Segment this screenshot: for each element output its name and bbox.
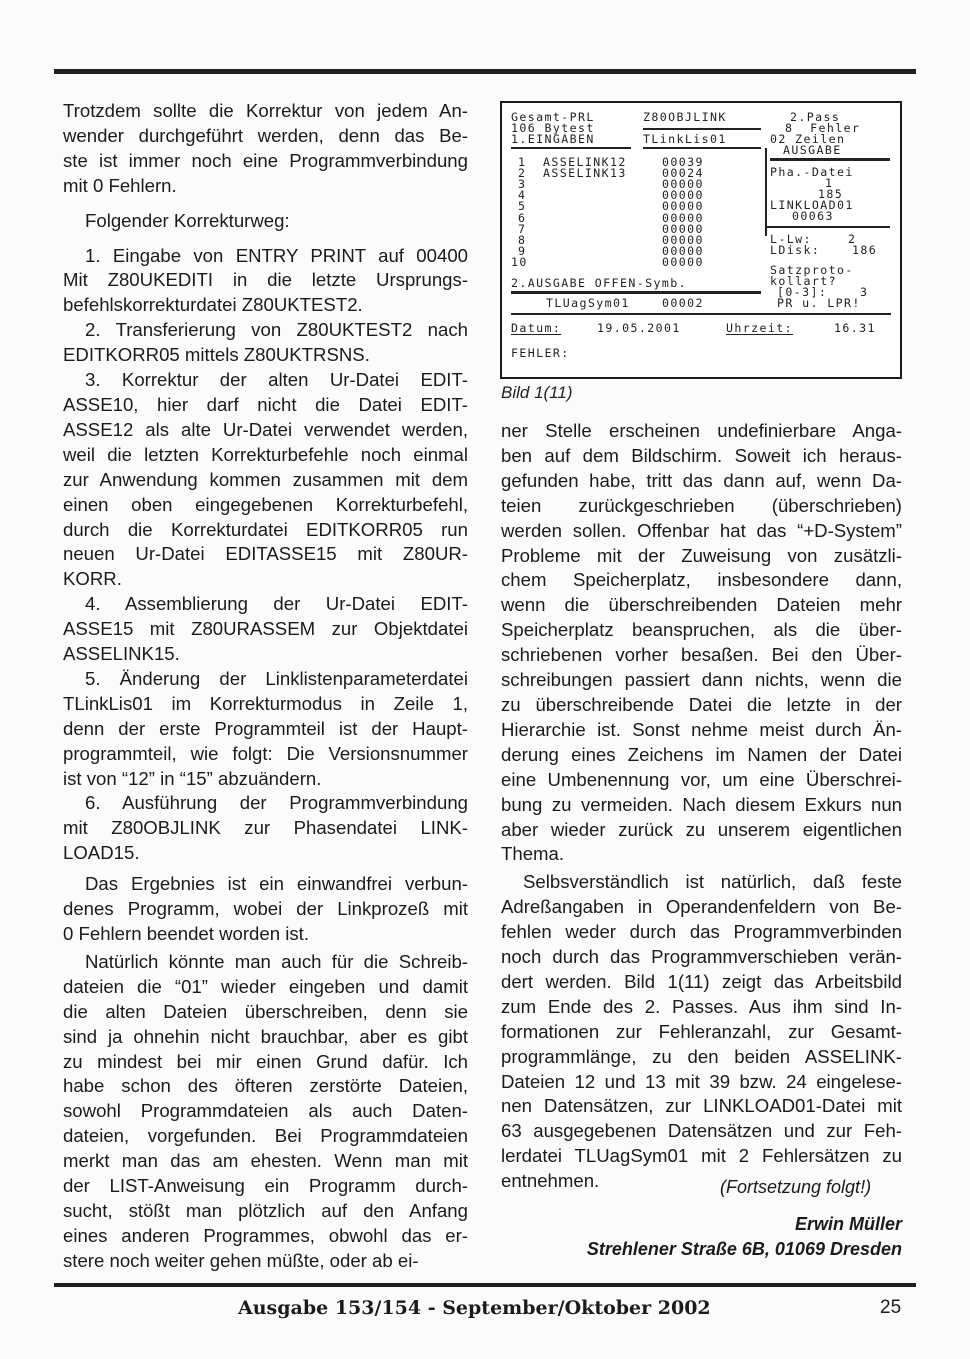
text-line: TLinkLis01 im Korrekturmodus in Zeile 1,	[63, 692, 468, 714]
text-line: entnehmen.	[501, 1170, 600, 1192]
text-line: sowohl Programmdateien als auch Daten-	[63, 1100, 468, 1122]
protocol-value: 3	[860, 285, 869, 299]
text-line: der LIST-Anweisung ein Programm durch-	[63, 1175, 468, 1197]
text-line: dateien, vorgefunden. Bei Programmdateien	[63, 1125, 468, 1147]
input-row-number: 7	[518, 221, 527, 236]
total-length-label: Gesamt-PRL	[511, 110, 595, 124]
l-lw-value: 2	[848, 232, 857, 246]
time-value: 16.31	[834, 321, 876, 335]
protocol-question-2: kollart?	[770, 274, 838, 288]
program-name: Z80OBJLINK	[643, 110, 727, 124]
text-line: nen Datensätzen, zur LINKLOAD01-Datei mit	[501, 1095, 902, 1117]
text-line: durch die Korrekturdatei EDITKORR05 run	[63, 518, 468, 540]
text-line: Natürlich könnte man auch für die Schreib-	[85, 950, 468, 972]
link-list-name: TLinkLis01	[643, 132, 727, 146]
text-line: sind ja ohnehin nicht brauchbar, aber es gibt	[63, 1025, 468, 1047]
phase-file-label: Pha.-Datei	[770, 165, 854, 179]
divider	[511, 291, 761, 294]
pass-label: 2.Pass	[790, 110, 841, 124]
figure-caption: Bild 1(11)	[501, 383, 573, 402]
input-row-number: 2	[518, 166, 527, 181]
text-line: Speicherplatz beanspruchen, als die über-	[501, 619, 902, 641]
text-line: eine Umbenennung vor, um eine Überschrei-	[501, 768, 902, 790]
text-line: aber wieder zurück zu unserem eigentlichen	[501, 818, 902, 840]
text-line: Probleme mit der Zuweisung von zusätzli-	[501, 544, 902, 566]
text-line: gefunden habe, tritt das dann auf, wenn Da-	[501, 469, 902, 491]
bytes-value: 106 Bytest	[511, 121, 595, 135]
text-line: weil die letzten Korrekturbefehle noch einmal	[63, 443, 468, 465]
author-address: Strehlener Straße 6B, 01069 Dresden	[586, 1239, 902, 1259]
text-line: 6. Ausführung der Programmverbindung	[85, 792, 468, 814]
lines-count: 02 Zeilen	[770, 132, 846, 146]
divider	[765, 148, 767, 236]
phase-file-count: 00063	[792, 209, 834, 223]
text-line: schreibungen passiert dann nichts, wenn die	[501, 669, 902, 691]
input-row-number: 4	[518, 188, 527, 203]
text-line: Selbsverständlich ist natürlich, daß feste	[523, 871, 902, 893]
divider	[511, 313, 891, 315]
text-line: befehlskorrekturdatei Z80UKTEST2.	[63, 294, 363, 316]
text-line: lerdatei TLUagSym01 mit 2 Fehlersätzen zu	[501, 1145, 902, 1167]
header-rule	[54, 69, 916, 74]
l-lw-label: L-Lw:	[770, 232, 812, 246]
text-line: 63 ausgegebenen Datensätzen und zur Feh-	[501, 1120, 902, 1142]
input-record-count: 00000	[662, 199, 704, 214]
input-row-number: 9	[518, 243, 527, 258]
text-line: zum Ende des 2. Passes. Aus ihm sind In-	[501, 995, 902, 1017]
input-record-count: 00000	[662, 188, 704, 203]
text-line: die alten Dateien überschreiben, denn sie	[63, 1000, 468, 1022]
text-line: Mit Z80UKEDITI in die letzte Ursprungs-	[63, 269, 468, 291]
text-line: LOAD15.	[63, 842, 140, 864]
text-line: programmteil, wie folgt: Die Versionsnummer	[63, 742, 468, 764]
text-line: zu mindest bei mir einen Grund dafür. Ich	[63, 1050, 468, 1072]
text-line: werden sollen. Offenbar hat das “+D-System”	[501, 519, 902, 541]
divider	[643, 128, 761, 130]
input-row-number: 3	[518, 177, 527, 192]
input-record-count: 00000	[662, 232, 704, 247]
text-line: EDITKORR05 mittels Z80UKTRSNS.	[63, 344, 370, 366]
text-line: sucht, stößt man plötzlich auf den Anfang	[63, 1199, 468, 1221]
output2-label: 2.AUSGABE OFFEN-Symb.	[511, 276, 687, 290]
text-line: derung eines Zeichens im Namen der Datei	[501, 743, 902, 765]
input-record-count: 00024	[662, 166, 704, 181]
text-line: zu überschreibende Datei die letzte in der	[501, 693, 902, 715]
date-value: 19.05.2001	[597, 321, 681, 335]
text-line: denn der erste Programmteil ist der Haupt-	[63, 717, 468, 739]
text-line: 2. Transferierung von Z80UKTEST2 nach	[85, 319, 468, 341]
input-row-number: 6	[518, 210, 527, 225]
continuation-note: (Fortsetzung folgt!)	[720, 1177, 872, 1197]
text-line: Das Ergebnies ist ein einwandfrei verbun-	[85, 873, 468, 895]
author-name: Erwin Müller	[794, 1214, 902, 1234]
protocol-question-1: Satzproto-	[770, 263, 854, 277]
text-line: Folgender Korrekturweg:	[85, 209, 290, 231]
text-line: programmlänge, zu den beiden ASSELINK-	[501, 1045, 902, 1067]
text-line: habe schon des öfteren zerstörte Dateien,	[63, 1075, 468, 1097]
text-line: stere noch weiter gehen müßte, oder ab ei-	[63, 1249, 419, 1271]
divider	[765, 226, 890, 228]
text-line: ASSE10, hier darf nicht die Datei EDIT-	[63, 393, 468, 415]
text-line: dert werden. Bild 1(11) zeigt das Arbeitsbild	[501, 970, 902, 992]
text-line: 1. Eingabe von ENTRY PRINT auf 00400	[85, 244, 468, 266]
text-line: Thema.	[501, 843, 565, 865]
output-label: AUSGABE	[783, 143, 842, 157]
phase-file-name: LINKLOAD01	[770, 198, 854, 212]
protocol-range: [0-3]:	[777, 285, 828, 299]
divider	[643, 147, 761, 149]
text-line: einen oben eingegebenen Korrekturbefehl,	[63, 493, 468, 515]
text-line: ner Stelle erscheinen undefinierbare Anga-	[501, 420, 902, 441]
text-line: formationen zur Fehleranzahl, zur Gesamt-	[501, 1020, 902, 1042]
input-file-name: ASSELINK12	[543, 155, 627, 169]
text-line: eines anderen Programmes, obwohl das er-	[63, 1224, 468, 1246]
right-column	[501, 419, 902, 1194]
text-line: Trotzdem sollte die Korrektur von jedem An-	[63, 100, 468, 121]
time-label: Uhrzeit:	[726, 321, 794, 335]
text-line: teien zurückgeschrieben (überschrieben)	[501, 494, 902, 516]
input-record-count: 00000	[662, 210, 704, 225]
input-record-count: 00000	[662, 221, 704, 236]
text-line: dateien die “01” wieder eingeben und damit	[63, 975, 468, 997]
ldisk-label: LDisk:	[770, 243, 821, 257]
text-line: merkt man das am ehesten. Wenn man mit	[63, 1150, 468, 1172]
input-record-count: 00039	[662, 155, 704, 169]
text-line: wender durchgeführt werden, denn das Be-	[63, 124, 468, 146]
output2-file: TLUagSym01	[546, 296, 630, 310]
input-record-count: 00000	[662, 254, 704, 269]
text-line: Adreßangaben in Operandenfeldern von Be-	[501, 896, 902, 918]
text-line: fehlen weder durch das Programmverbinden	[501, 921, 902, 943]
text-line: denes Programm, wobei der Linkprozeß mit	[63, 898, 468, 920]
text-line: zur Anwendung kommen zusammen mit dem	[63, 468, 468, 490]
divider	[770, 158, 890, 161]
input-row-number: 5	[518, 199, 527, 214]
text-line: Hierarchie ist. Sonst nehme meist durch Än-	[501, 718, 902, 740]
protocol-note: PR u. LPR!	[777, 296, 861, 310]
text-line: mit 0 Fehlern.	[63, 174, 177, 196]
error-label: FEHLER:	[511, 346, 570, 360]
input-row-number: 10	[511, 254, 528, 269]
divider	[511, 147, 631, 149]
text-line: ist von “12” in “15” abzuändern.	[63, 767, 322, 789]
text-line: 5. Änderung der Linklistenparameterdatei	[85, 667, 468, 689]
input-file-name: ASSELINK13	[543, 166, 627, 181]
text-line: bung zu vermeiden. Nach diesem Exkurs nun	[501, 793, 902, 815]
text-line: wenn die überschreibenden Dateien mehr	[501, 594, 902, 616]
input-row-number: 1	[518, 155, 527, 169]
input-record-count: 00000	[662, 243, 704, 258]
text-line: neuen Ur-Datei EDITASSE15 mit Z80UR-	[63, 543, 468, 565]
text-line: ASSE15 mit Z80URASSEM zur Objektdatei	[63, 618, 468, 640]
date-label: Datum:	[511, 321, 562, 335]
input-record-count: 00000	[662, 177, 704, 192]
text-line: 3. Korrektur der alten Ur-Datei EDIT-	[85, 369, 468, 391]
inputs-label: 1.EINGABEN	[511, 132, 595, 146]
figure-screen	[500, 101, 902, 379]
text-line: mit Z80OBJLINK zur Phasendatei LINK-	[63, 817, 468, 839]
text-line: 4. Assemblierung der Ur-Datei EDIT-	[85, 593, 468, 615]
issue-footer: Ausgabe 153/154 - September/Oktober 2002	[238, 1297, 711, 1319]
text-line: ASSELINK15.	[63, 643, 180, 665]
text-line: chem Speicherplatz, insbesondere dann,	[501, 569, 902, 591]
text-line: 0 Fehlern beendet worden ist.	[63, 923, 310, 944]
text-line: Dateien 12 und 13 mit 39 bzw. 24 eingelese-	[501, 1070, 902, 1092]
page-number: 25	[880, 1297, 902, 1318]
output2-count: 00002	[662, 296, 704, 310]
footer-rule	[54, 1283, 916, 1287]
left-column	[63, 99, 468, 1274]
phase-file-size: 185	[818, 187, 844, 201]
text-line: ben auf dem Bildschirm. Soweit ich heraus-	[501, 444, 902, 466]
input-row-number: 8	[518, 232, 527, 247]
ldisk-value: 186	[852, 243, 878, 257]
phase-file-no: 1	[825, 176, 834, 190]
text-line: noch durch das Programmverschieben verän-	[501, 946, 902, 968]
text-line: ASSE12 als alte Ur-Datei verwendet werden,	[63, 418, 468, 440]
text-line: KORR.	[63, 568, 122, 590]
error-count: 8 Fehler	[785, 121, 861, 135]
text-line: ste ist immer noch eine Programmverbindung	[63, 149, 468, 171]
text-line: schriebenen vorher besaßen. Bei den Über-	[501, 644, 902, 666]
